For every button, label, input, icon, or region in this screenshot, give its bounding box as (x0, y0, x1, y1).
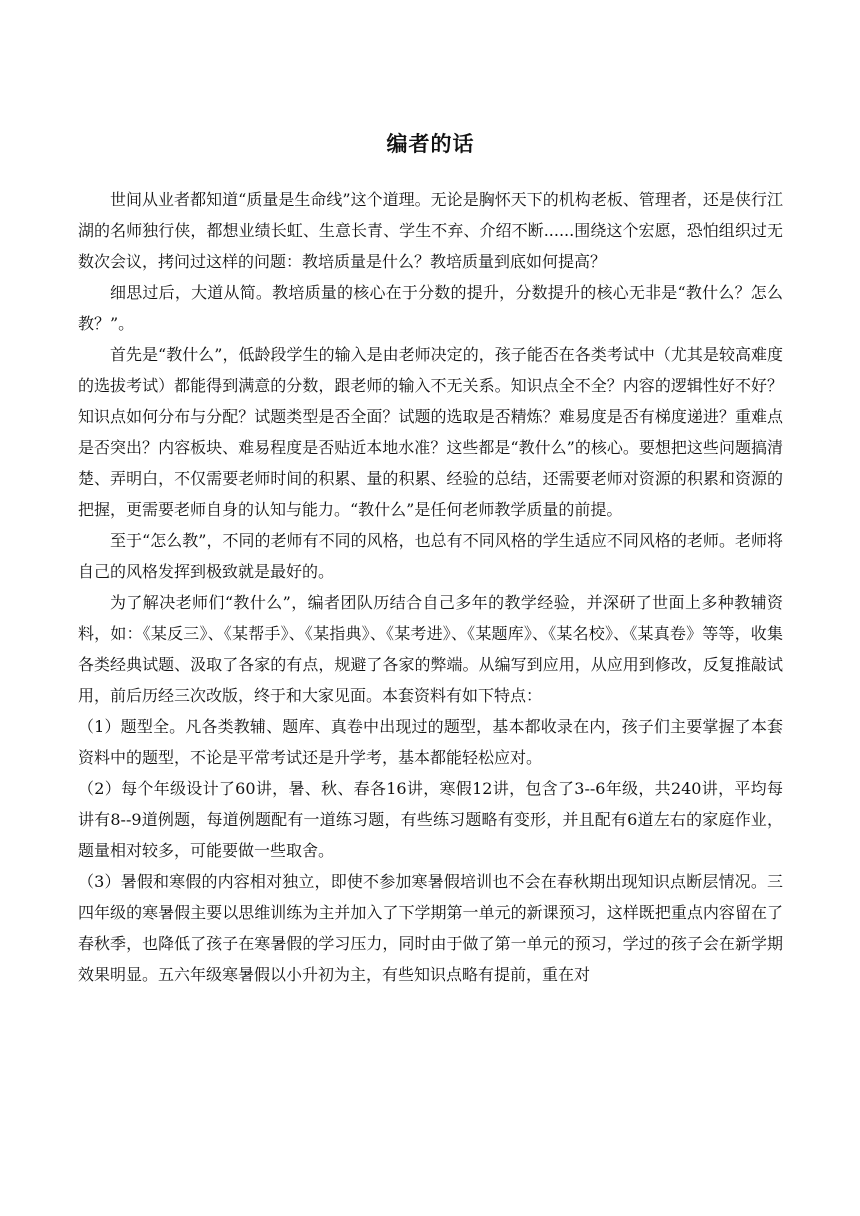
feature-item-2: （2）每个年级设计了60讲，暑、秋、春各16讲，寒假12讲，包含了3--6年级，共240讲，平均每讲有8--9道例题，每道例题配有一道练习题，有些练习题略有变形，并且配有6道左右的家庭作业，题量相对较多，可能要做一些取舍。 (78, 779, 783, 860)
paragraph-intro: 世间从业者都知道“质量是生命线”这个道理。无论是胸怀天下的机构老板、管理者，还是侠行江湖的名师独行侠，都想业绩长虹、生意长青、学生不弃、介绍不断......围绕这个宏愿，恐怕组织过无数次会议，拷问过这样的问题：教培质量是什么？教培质量到底如何提高？ (78, 190, 783, 271)
page-title: 编者的话 (386, 131, 475, 156)
paragraph-features-intro: 为了解决老师们“教什么”，编者团队历结合自己多年的教学经验，并深研了世面上多种教辅资料，如：《某反三》、《某帮手》、《某指典》、《某考进》、《某题库》、《某名校》、《某真卷》等等，收集各类经典试题、汲取了各家的有点，规避了各家的弊端。从编写到应用，从应用到修改，反复推敲试用，前后历经三次改版，终于和大家见面。本套资料有如下特点： (78, 593, 783, 705)
paragraph-what-to-teach: 首先是“教什么”，低龄段学生的输入是由老师决定的，孩子能否在各类考试中（尤其是较高难度的选拔考试）都能得到满意的分数，跟老师的输入不无关系。知识点全不全？内容的逻辑性好不好？知识点如何分布与分配？试题类型是否全面？试题的选取是否精炼？难易度是否有梯度递进？重难点是否突出？内容板块、难易程度是否贴近本地水准？这些都是“教什么”的核心。要想把这些问题搞清楚、弄明白，不仅需要老师时间的积累、量的积累、经验的总结，还需要老师对资源的积累和资源的把握，更需要老师自身的认知与能力。“教什么”是任何老师教学质量的前提。 (78, 345, 783, 519)
feature-item-3: （3）暑假和寒假的内容相对独立，即使不参加寒暑假培训也不会在春秋期出现知识点断层情况。三四年级的寒暑假主要以思维训练为主并加入了下学期第一单元的新课预习，这样既把重点内容留在了春秋季，也降低了孩子在寒暑假的学习压力，同时由于做了第一单元的预习，学过的孩子会在新学期效果明显。五六年级寒暑假以小升初为主，有些知识点略有提前，重在对 (78, 872, 783, 984)
document-page (78, 128, 783, 990)
paragraph-core: 细思过后，大道从简。教培质量的核心在于分数的提升，分数提升的核心无非是“教什么？怎么教？”。 (78, 283, 783, 333)
paragraph-how-to-teach: 至于“怎么教”，不同的老师有不同的风格，也总有不同风格的学生适应不同风格的老师。老师将自己的风格发挥到极致就是最好的。 (78, 531, 783, 581)
feature-item-1: （1）题型全。凡各类教辅、题库、真卷中出现过的题型，基本都收录在内，孩子们主要掌握了本套资料中的题型，不论是平常考试还是升学考，基本都能轻松应对。 (78, 717, 783, 767)
